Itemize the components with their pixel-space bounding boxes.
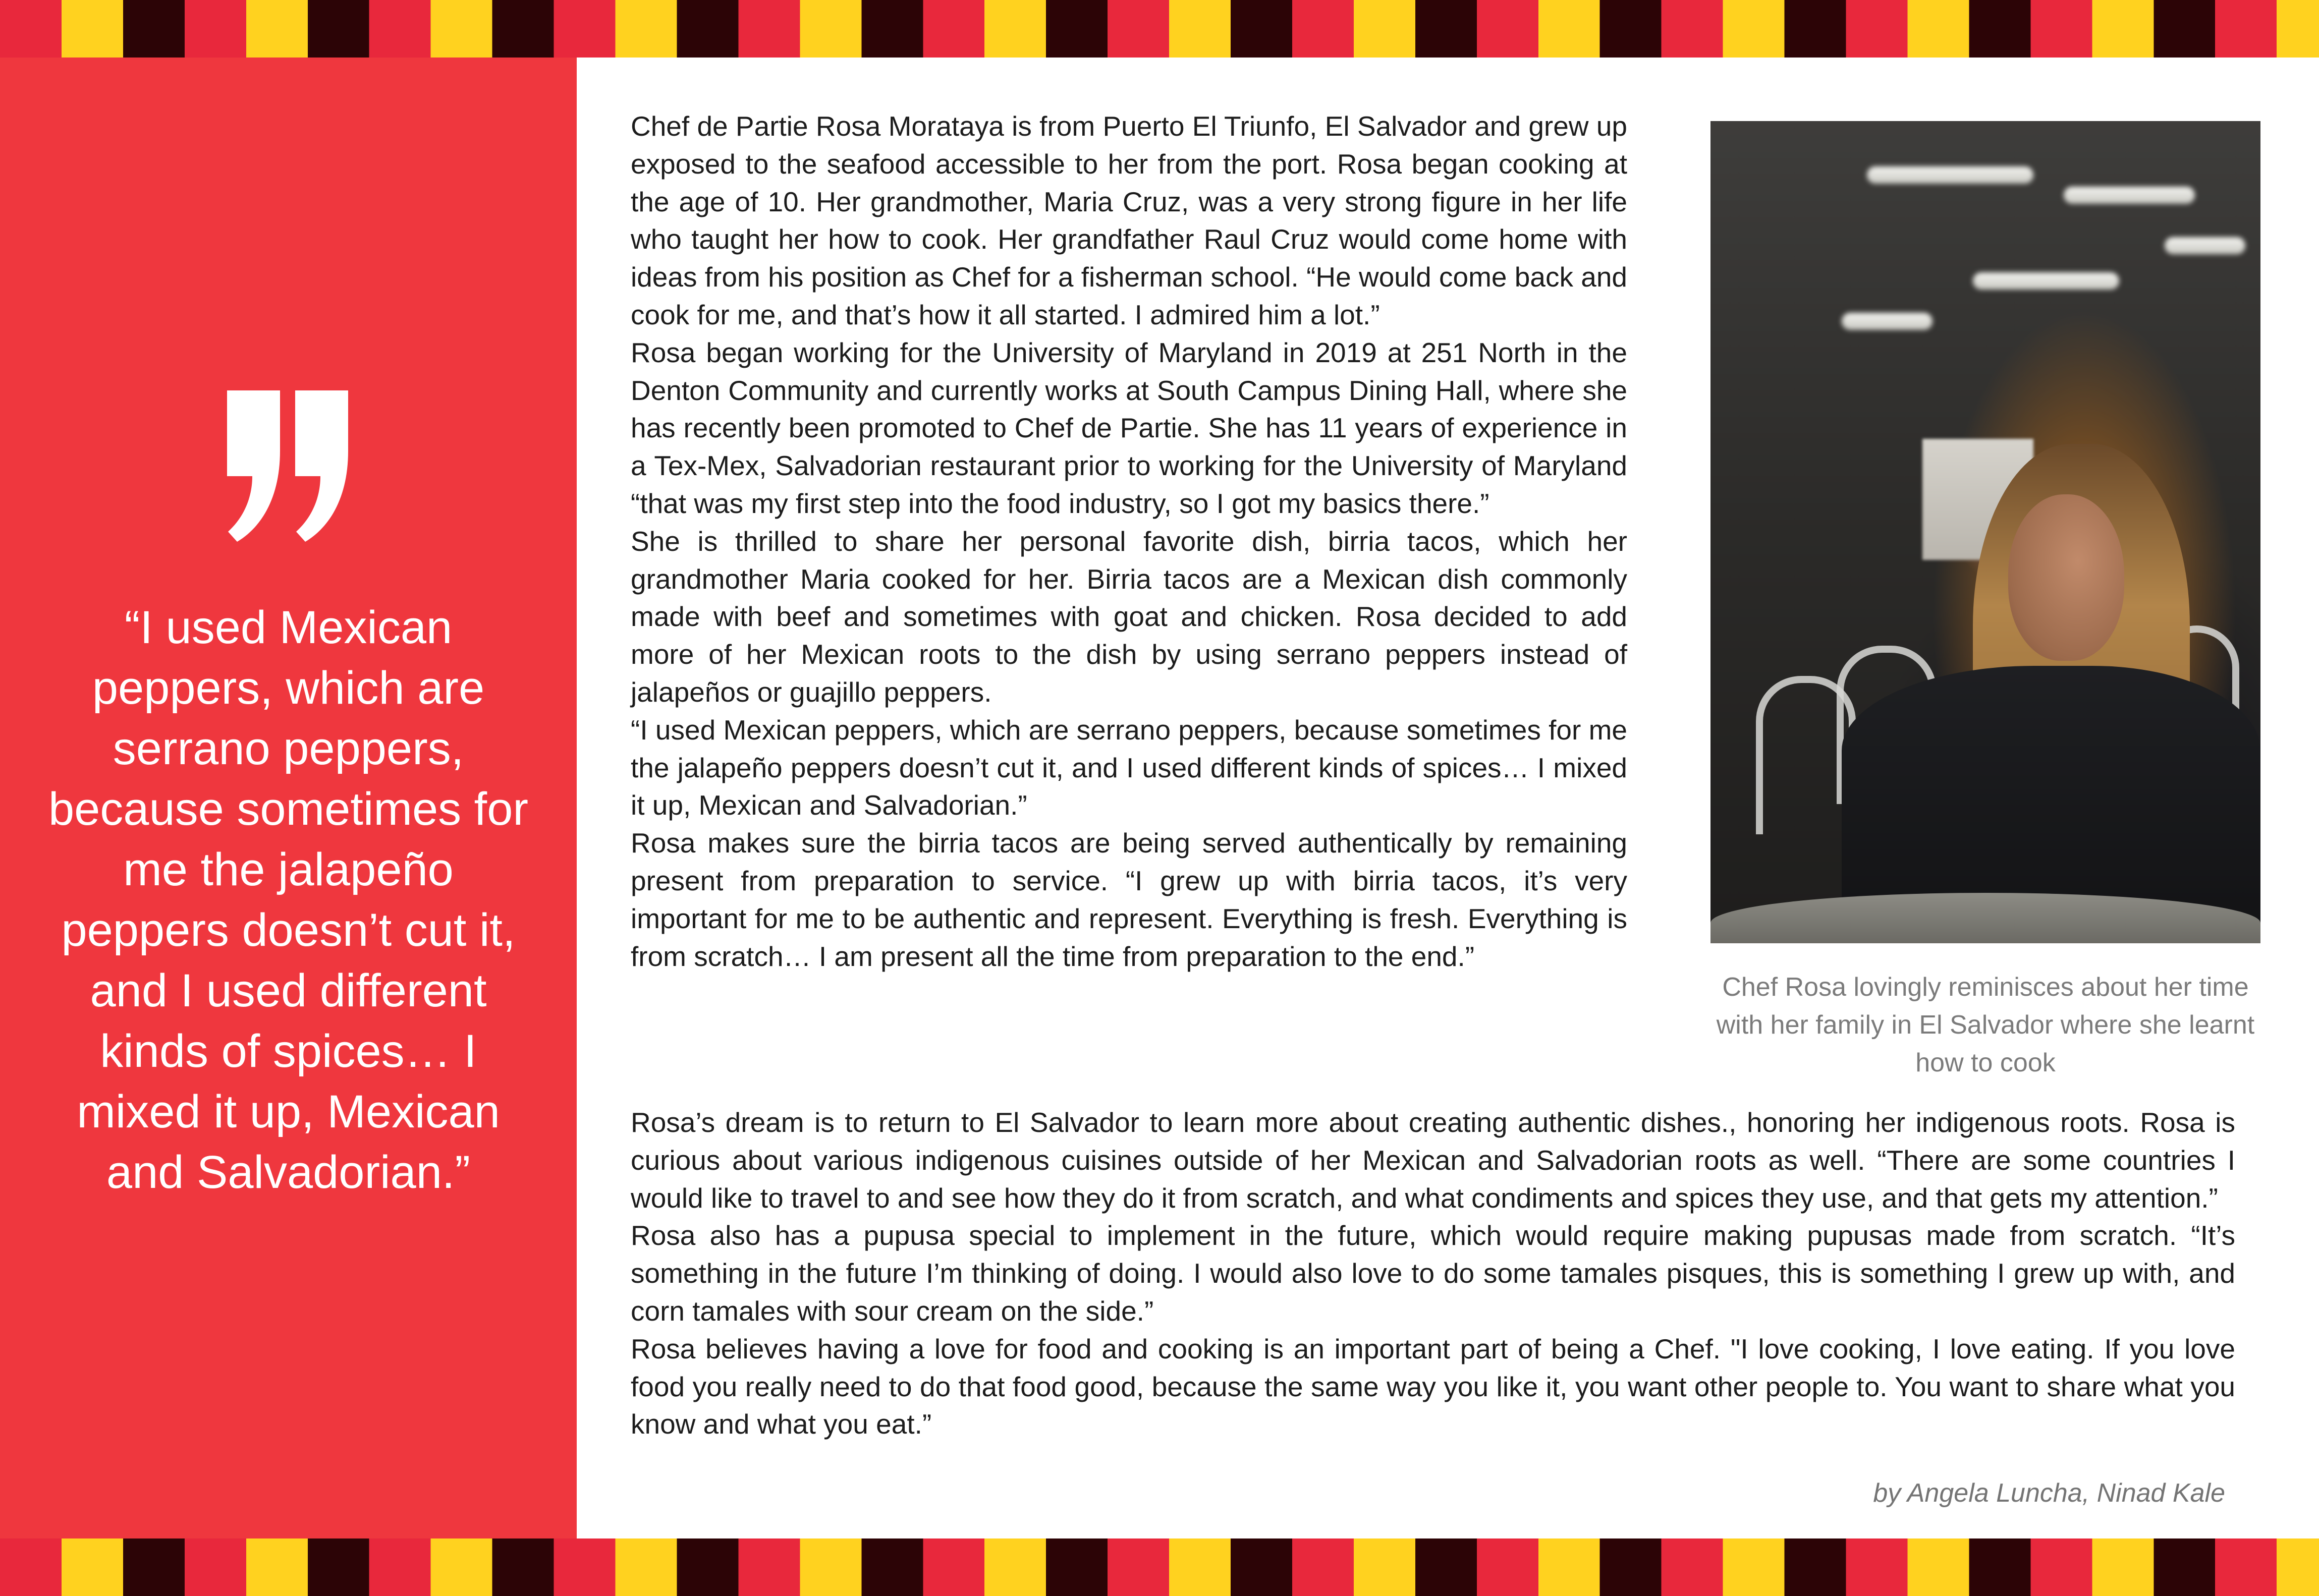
article-paragraph: Rosa also has a pupusa special to implement in the future, which would require making pupusas made from scratch. “It’s something in the future I’m thinking of doing. I would also love to do some tamales pisques, this is something I grew up with, and corn tamales with sour cream on the side.” (631, 1220, 2235, 1327)
article-body-top (631, 107, 1627, 975)
top-color-stripe (0, 0, 2319, 58)
article-paragraph: Rosa’s dream is to return to El Salvador to learn more about creating authentic dishes., honoring her indigenous roots. Rosa is curious about various indigenous cuisines outside of her Mexican and Salvadorian roots as well. “There are some countries I would like to travel to and see how they do it from scratch, and what condiments and spices they use, and that gets my attention.” (631, 1107, 2235, 1214)
article-paragraph: “I used Mexican peppers, which are serrano peppers, because sometimes for me the jalapeño peppers doesn’t cut it, and I used different kinds of spices… I mixed it up, Mexican and Salvadorian.” (631, 714, 1627, 821)
article-paragraph: She is thrilled to share her personal favorite dish, birria tacos, which her grandmother Maria cooked for her. Birria tacos are a Mexican dish commonly made with beef and sometimes with goat and chicken. Rosa decided to add more of her Mexican roots to the dish by using serrano peppers instead of jalapeños or guajillo peppers. (631, 525, 1627, 708)
article-paragraph: Rosa began working for the University of Maryland in 2019 at 251 North in the Denton Community and currently works at South Campus Dining Hall, where she has recently been promoted to Chef de Partie. She has 11 years of experience in a Tex-Mex, Salvadorian restaurant prior to working for the University of Maryland “that was my first step into the food industry, so I got my basics there.” (631, 336, 1627, 519)
article-paragraph: Rosa makes sure the birria tacos are being served authentically by remaining present from preparation to service. “I grew up with birria tacos, it’s very important for me to be authentic and represent. Everything is fresh. Everything is from scratch… I am present all the time from preparation to the end.” (631, 827, 1627, 972)
photo-caption: Chef Rosa lovingly reminisces about her time with her family in El Salvador where she learnt how to cook (1716, 973, 2255, 1077)
article-body-bottom (631, 1104, 2235, 1443)
pull-quote-sidebar (0, 58, 577, 1538)
article-paragraph: Chef de Partie Rosa Morataya is from Puerto El Triunfo, El Salvador and grew up exposed to the seafood accessible to her from the port. Rosa began cooking at the age of 10. Her grandmother, Maria Cruz, was a very strong figure in her life who taught her how to cook. Her grandfather Raul Cruz would come home with ideas from his position as Chef for a fisherman school. “He would come back and cook for me, and that’s how it all started. I admired him a lot.” (631, 110, 1627, 330)
pull-quote-text: “I used Mexican peppers, which are serrano peppers, because sometimes for me the jalapeño peppers doesn’t cut it, and I used different kinds of spices… I mixed it up, Mexican and Salvadorian.” (48, 602, 529, 1198)
author-byline: by Angela Luncha, Ninad Kale (1873, 1478, 2225, 1508)
article-paragraph: Rosa believes having a love for food and cooking is an important part of being a Chef. "I love cooking, I love eating. If you love food you really need to do that food good, because the same way you like it, you want other people to. You want to share what you know and what you eat.” (631, 1333, 2235, 1440)
chef-rosa-photo (1710, 121, 2260, 943)
bottom-color-stripe (0, 1538, 2319, 1596)
closing-quote-icon (222, 380, 353, 547)
